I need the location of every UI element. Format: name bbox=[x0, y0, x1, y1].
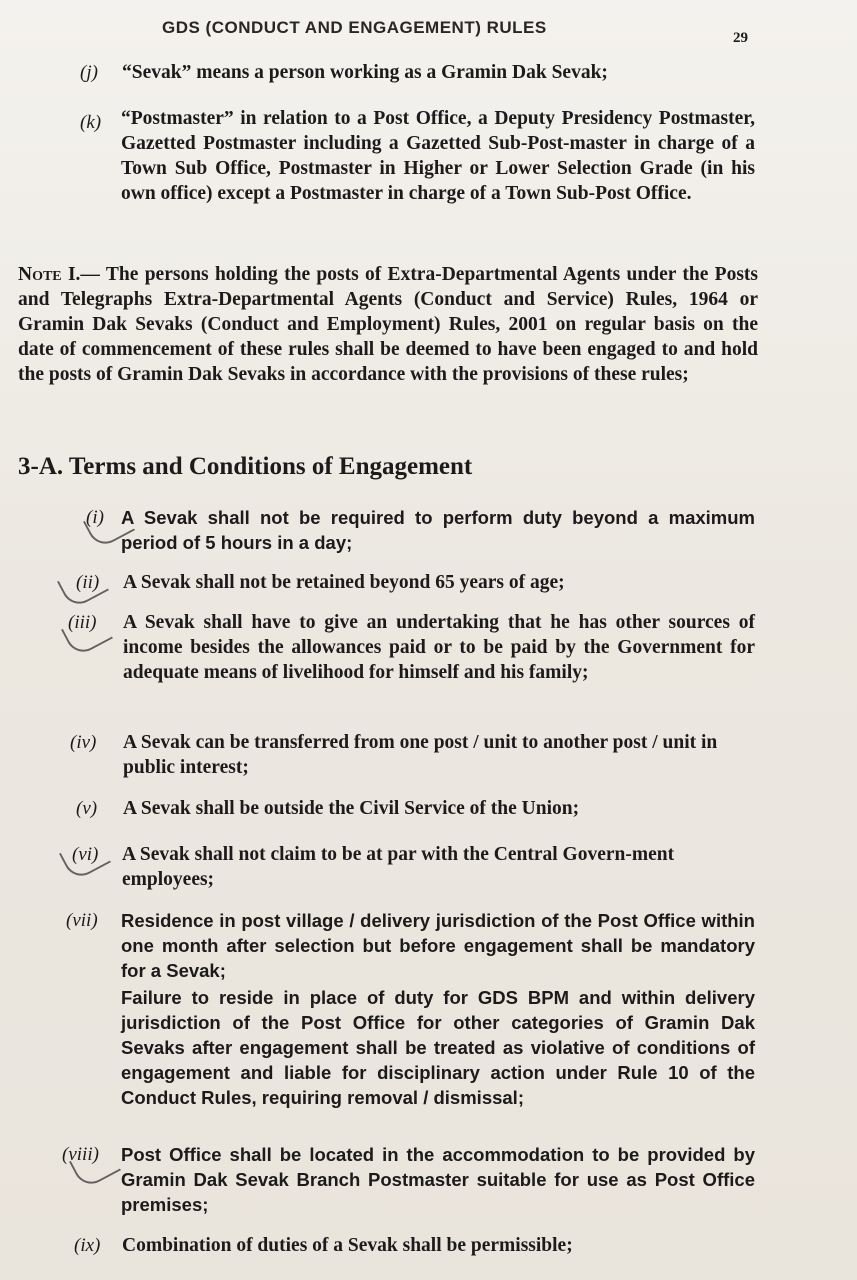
condition-text: A Sevak shall be outside the Civil Service of the Union; bbox=[123, 798, 580, 819]
condition-vii-continuation: Failure to reside in place of duty for GDS BPM and within delivery jurisdiction of the Post Office for other categories of Gramin Dak Sevaks after engagement shall be treated as violative of conditions of engagement and liable for disciplinary action under Rule 10 of the Conduct Rules, requiring removal / dismissal; bbox=[121, 987, 755, 1108]
condition-text: A Sevak shall not claim to be at par with the Central Govern-ment employees; bbox=[122, 844, 675, 890]
condition-text: A Sevak can be transferred from one post / unit to another post / unit in public interest; bbox=[123, 732, 718, 778]
note-tag: Note I.— bbox=[18, 264, 100, 285]
page-number: 29 bbox=[733, 30, 748, 46]
condition-text: A Sevak shall not be retained beyond 65 years of age; bbox=[123, 572, 565, 593]
condition-text: A Sevak shall not be required to perform duty beyond a maximum period of 5 hours in a day; bbox=[121, 507, 755, 553]
running-head: GDS (CONDUCT AND ENGAGEMENT) RULES bbox=[162, 18, 547, 37]
condition-text: A Sevak shall have to give an undertaking that he has other sources of income besides the allowances paid or to be paid by the Government for adequate means of livelihood for himself and his family; bbox=[123, 612, 755, 683]
section-heading: 3-A. Terms and Conditions of Engagement bbox=[18, 453, 473, 480]
condition-label: (vi) bbox=[72, 844, 99, 865]
condition-label: (i) bbox=[86, 507, 104, 528]
handwritten-tick-mark bbox=[59, 834, 111, 882]
condition-label: (iv) bbox=[70, 732, 97, 753]
definition-text: “Postmaster” in relation to a Post Office, a Deputy Presidency Postmaster, Gazetted Postmaster including a Gazetted Sub-Post-master in charge of a Town Sub Office, Postmaster in Higher or Lower Selection Grade (in his own office) except a Postmaster in charge of a Town Sub-Post Office. bbox=[121, 108, 755, 204]
definition-label: (j) bbox=[80, 62, 98, 83]
condition-label: (iii) bbox=[68, 612, 97, 633]
condition-label: (ii) bbox=[76, 572, 100, 593]
condition-text: Residence in post village / delivery jurisdiction of the Post Office within one month after selection but before engagement shall be mandatory for a Sevak; bbox=[121, 910, 755, 981]
condition-label: (vii) bbox=[66, 910, 98, 931]
handwritten-tick-mark bbox=[57, 562, 109, 610]
definition-text: “Sevak” means a person working as a Gramin Dak Sevak; bbox=[122, 62, 608, 83]
definition-label: (k) bbox=[80, 112, 102, 133]
condition-text: Post Office shall be located in the accommodation to be provided by Gramin Dak Sevak Branch Postmaster suitable for use as Post Office premises; bbox=[121, 1144, 755, 1215]
note-text: The persons holding the posts of Extra-Departmental Agents under the Posts and Telegraphs Extra-Departmental Agents (Conduct and Service) Rules, 1964 or Gramin Dak Sevaks (Conduct and Employment) Rules, 2001 on regular basis on the date of commencement of these rules shall be deemed to have been engaged to and hold the posts of Gramin Dak Sevaks in accordance with the provisions of these rules; bbox=[18, 264, 758, 385]
condition-label: (viii) bbox=[62, 1144, 99, 1165]
condition-label: (ix) bbox=[74, 1235, 101, 1256]
condition-text: Combination of duties of a Sevak shall be permissible; bbox=[122, 1235, 573, 1256]
condition-label: (v) bbox=[76, 798, 98, 819]
note-paragraph bbox=[18, 262, 758, 387]
